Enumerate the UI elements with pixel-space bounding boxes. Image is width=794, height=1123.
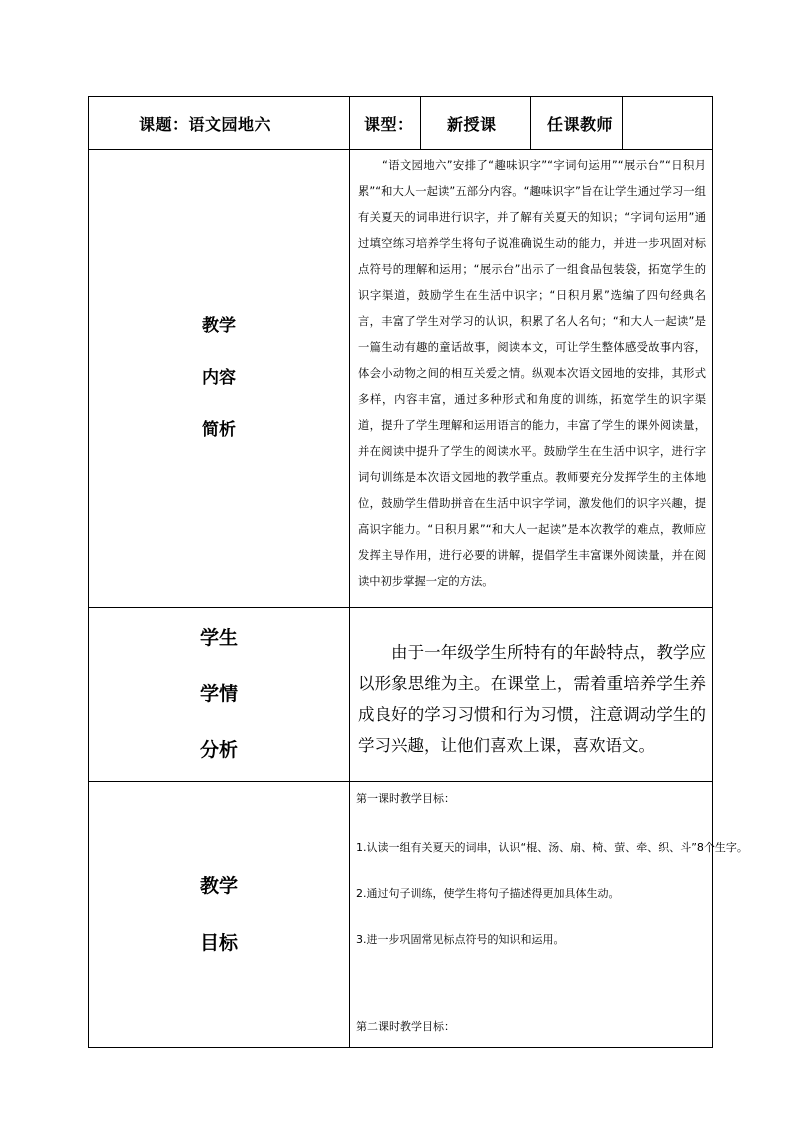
teacher-label: 任课教师 (547, 114, 614, 134)
analysis-label-line: 学生 (199, 627, 238, 649)
analysis-label-line: 学情 (199, 683, 238, 705)
content-row (89, 150, 713, 608)
objectives-label-line: 目标 (199, 931, 238, 954)
header-row (89, 97, 713, 150)
objective-item: 3.进一步巩固常见标点符号的知识和运用。 (356, 933, 565, 946)
lesson-title-cell (89, 97, 350, 150)
lesson-type-value-cell (421, 97, 531, 150)
content-paragraph: “语文园地六”安排了“趣味识字”“字词句运用”“展示台”“日积月累”“和大人一起读”五部分内容。“趣味识字”旨在让学生通过学习一组有关夏天的词串进行识字，并了解有关夏天的知识；“字词句运用”通过填空练习培养学生将句子说准确说生动的能力，并进一步巩固对标点符号的理解和运用；“展示台”出示了一组食品包装袋，拓宽学生的识字渠道，鼓励学生在生活中识字；“日积月累”选编了四句经典名言，丰富了学生对学习的认识，积累了名人名句；“和大人一起读”是一篇生动有趣的童话故事，阅读本文，可让学生整体感受故事内容，体会小动物之间的相互关爱之情。纵观本次语文园地的安排，其形式多样，内容丰富，通过多种形式和角度的训练，拓宽学生的识字渠道，提升了学生理解和运用语言的能力，丰富了学生的课外阅读量，并在阅读中提升了学生的阅读水平。鼓励学生在生活中识字，进行字词句训练是本次语文园地的教学重点。教师要充分发挥学生的主体地位，鼓励学生借助拼音在生活中识字学词，激发他们的识字兴趣，提高识字能力。“日积月累”“和大人一起读”是本次教学的难点，教师应发挥主导作用，进行必要的讲解，提倡学生丰富课外阅读量，并在阅读中初步掌握一定的方法。 (358, 159, 706, 588)
lesson-title: 课题：语文园地六 (139, 114, 272, 134)
content-label-line: 内容 (202, 368, 236, 388)
objective-item: 1.认读一组有关夏天的词串，认识“棍、汤、扇、椅、萤、牵、织、斗”8个生字。 (356, 841, 748, 854)
objective-item: 2.通过句子训练，使学生将句子描述得更加具体生动。 (356, 887, 620, 900)
analysis-label-line: 分析 (199, 739, 238, 761)
content-label-line: 教学 (202, 316, 236, 336)
objectives-heading: 第二课时教学目标： (356, 1020, 455, 1033)
analysis-label-cell (89, 608, 350, 782)
lesson-type-label-cell (350, 97, 421, 150)
objectives-label-line: 教学 (199, 874, 238, 897)
lesson-type-label: 课型： (364, 114, 414, 134)
teacher-value-cell[interactable] (623, 97, 713, 150)
objectives-heading: 第一课时教学目标： (356, 792, 455, 805)
objectives-row (89, 782, 713, 1048)
content-label-cell (89, 150, 350, 608)
analysis-text-cell (350, 608, 713, 782)
content-text-cell (350, 150, 713, 608)
objectives-text-cell (350, 782, 748, 1048)
teacher-label-cell (531, 97, 623, 150)
content-label-line: 简析 (202, 420, 236, 440)
analysis-paragraph: 由于一年级学生所特有的年龄特点，教学应以形象思维为主。在课堂上，需着重培养学生养成良好的学习习惯和行为习惯，注意调动学生的学习兴趣，让他们喜欢上课，喜欢语文。 (358, 643, 706, 755)
lesson-type-value: 新授课 (447, 114, 497, 134)
analysis-row (89, 608, 713, 782)
objectives-label-cell (89, 782, 350, 1048)
lesson-plan-table (88, 96, 748, 1048)
